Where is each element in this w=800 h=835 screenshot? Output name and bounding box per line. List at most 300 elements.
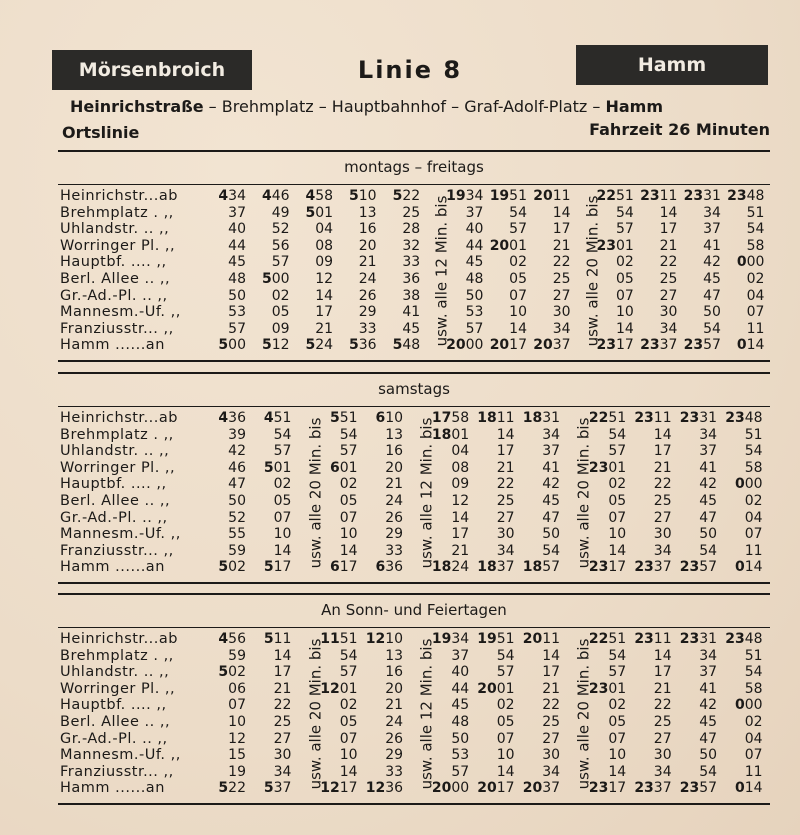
time-cell: 02 <box>509 254 527 271</box>
time-cell: 54 <box>608 426 627 443</box>
time-cell: 37 <box>699 443 718 460</box>
time-cell: 08 <box>451 459 470 476</box>
time-cell: 55 <box>228 526 246 543</box>
table-row <box>60 493 772 510</box>
minute: 14 <box>746 337 765 354</box>
time-cell: 59 <box>228 542 246 559</box>
stop-name: Brehmplatz . ,, <box>60 426 174 443</box>
time-cell: 06 <box>228 680 246 697</box>
time-cell: 22 <box>273 697 292 714</box>
hour: 23 <box>727 188 747 204</box>
time-cell: 25 <box>496 492 515 509</box>
time-cell <box>673 780 717 797</box>
time-cell: 54 <box>339 647 358 664</box>
route-stop: Hamm <box>605 97 664 116</box>
time-cell: 45 <box>228 254 246 271</box>
table-row <box>60 664 772 681</box>
minute: 36 <box>228 410 246 426</box>
time-cell <box>376 337 420 354</box>
time-cell: 57 <box>228 320 246 337</box>
minute: 14 <box>744 780 763 797</box>
time-cell: 14 <box>273 542 292 559</box>
hour: 20 <box>489 237 510 254</box>
time-cell: 21 <box>358 254 377 271</box>
time-cell: 27 <box>659 287 678 304</box>
time-cell <box>677 337 721 354</box>
time-cell: 30 <box>496 526 515 543</box>
time-cell <box>719 697 763 714</box>
minute: 48 <box>746 188 765 204</box>
time-cell: 20 <box>358 237 377 254</box>
time-cell: 51 <box>744 426 763 443</box>
time-cell: 33 <box>402 254 421 271</box>
time-cell: 02 <box>744 492 763 509</box>
time-cell: 10 <box>608 526 627 543</box>
time-cell: 07 <box>339 509 358 526</box>
time-cell: 07 <box>496 730 515 747</box>
time-cell: 33 <box>358 320 377 337</box>
time-cell: 05 <box>271 304 290 321</box>
minute: 17 <box>339 559 358 576</box>
time-cell: 14 <box>339 763 358 780</box>
minute: 37 <box>273 780 292 797</box>
table-row <box>60 254 772 271</box>
time-cell: 21 <box>451 542 470 559</box>
hour: 12 <box>320 780 340 797</box>
divider <box>58 406 770 407</box>
time-cell: 59 <box>228 647 246 664</box>
hour: 5 <box>305 204 316 221</box>
stop-name: Brehmplatz . ,, <box>60 647 174 664</box>
table-row <box>60 337 772 354</box>
time-cell <box>246 271 290 288</box>
time-cell: 37 <box>465 204 484 221</box>
time-cell: 14 <box>653 647 672 664</box>
time-cell: 04 <box>744 730 763 747</box>
divider <box>58 593 770 595</box>
minute: 51 <box>616 188 634 204</box>
time-cell <box>247 410 291 427</box>
hour: 5 <box>218 780 229 797</box>
time-cell: 57 <box>496 664 515 681</box>
minute: 22 <box>228 780 246 797</box>
time-cell: 14 <box>552 204 571 221</box>
interval-note: usw. alle 20 Min. bis <box>306 417 325 569</box>
time-cell: 42 <box>699 697 718 714</box>
time-cell: 02 <box>496 697 515 714</box>
minute: 31 <box>699 631 718 647</box>
time-cell: 17 <box>653 443 672 460</box>
time-cell: 14 <box>616 320 634 337</box>
destination-label: Hamm <box>576 45 768 85</box>
hour: 5 <box>349 337 359 354</box>
time-cell: 11 <box>746 320 765 337</box>
minute: 37 <box>552 337 571 354</box>
time-cell: 29 <box>358 304 377 321</box>
time-cell: 48 <box>228 270 246 287</box>
table-row <box>60 648 772 665</box>
time-cell: 04 <box>744 509 763 526</box>
time-cell: 10 <box>339 747 358 764</box>
time-cell: 21 <box>496 459 515 476</box>
time-cell: 42 <box>542 476 561 493</box>
stop-name: Gr.-Ad.-Pl. .. ,, <box>60 287 168 304</box>
minute: 37 <box>653 559 672 576</box>
minute: 36 <box>385 559 404 576</box>
time-cell: 14 <box>542 647 561 664</box>
time-cell: 12 <box>315 270 334 287</box>
table-row <box>60 747 772 764</box>
time-cell: 17 <box>542 664 561 681</box>
minute: 12 <box>271 337 290 354</box>
time-cell: 41 <box>703 237 721 254</box>
time-cell: 44 <box>451 680 470 697</box>
route-stop: Graf-Adolf-Platz <box>464 97 588 116</box>
time-cell: 21 <box>659 237 678 254</box>
time-cell: 14 <box>451 509 470 526</box>
hour: 5 <box>261 337 272 354</box>
time-cell: 27 <box>552 287 571 304</box>
stop-name: Hamm ......an <box>60 337 165 354</box>
time-cell: 07 <box>608 509 627 526</box>
hour: 4 <box>218 410 229 426</box>
time-cell: 02 <box>339 697 358 714</box>
time-cell: 04 <box>746 287 765 304</box>
minute: 00 <box>451 780 470 797</box>
minute: 02 <box>228 559 246 576</box>
stop-name: Berl. Allee .. ,, <box>60 713 171 730</box>
time-cell: 45 <box>402 320 421 337</box>
time-cell: 12 <box>228 730 246 747</box>
time-cell: 02 <box>744 713 763 730</box>
minute: 58 <box>315 188 334 204</box>
time-cell: 14 <box>509 320 527 337</box>
time-cell <box>471 559 515 576</box>
time-cell: 21 <box>273 680 292 697</box>
time-cell <box>246 337 290 354</box>
time-cell: 07 <box>339 730 358 747</box>
hour: 19 <box>489 188 510 204</box>
time-cell: 34 <box>699 647 718 664</box>
time-cell: 42 <box>703 254 721 271</box>
time-cell: 04 <box>315 221 334 238</box>
time-cell: 41 <box>402 304 421 321</box>
time-cell <box>719 410 763 427</box>
time-cell: 58 <box>744 459 763 476</box>
minute: 00 <box>271 270 290 287</box>
hour: 18 <box>522 410 543 426</box>
time-cell: 54 <box>746 221 765 238</box>
time-cell: 21 <box>385 697 404 714</box>
time-cell: 54 <box>339 426 358 443</box>
time-cell <box>359 410 403 427</box>
minute: 57 <box>703 337 721 354</box>
time-cell: 45 <box>699 492 718 509</box>
time-cell: 09 <box>451 476 470 493</box>
time-cell: 16 <box>385 443 404 460</box>
time-cell: 34 <box>542 763 561 780</box>
time-cell: 53 <box>451 747 470 764</box>
minute: 56 <box>228 631 246 647</box>
time-cell: 34 <box>653 542 672 559</box>
time-cell <box>359 559 403 576</box>
time-cell <box>247 780 291 797</box>
interval-note: usw. alle 12 Min. bis <box>432 195 451 347</box>
time-cell <box>202 337 246 354</box>
time-cell: 15 <box>228 747 246 764</box>
minute: 22 <box>402 188 421 204</box>
hour: 23 <box>683 337 704 354</box>
time-cell <box>359 631 403 648</box>
time-cell <box>673 559 717 576</box>
hour: 22 <box>588 631 609 647</box>
hour: 19 <box>431 631 452 647</box>
hour: 23 <box>679 410 700 426</box>
timetable-grid <box>60 188 772 354</box>
time-cell: 27 <box>542 730 561 747</box>
hour: 5 <box>263 459 274 476</box>
time-cell: 02 <box>746 270 765 287</box>
minute: 34 <box>451 631 470 647</box>
minute: 11 <box>552 188 571 204</box>
time-cell: 47 <box>542 509 561 526</box>
minute: 11 <box>653 631 672 647</box>
stop-name: Hamm ......an <box>60 559 165 576</box>
time-cell <box>720 254 764 271</box>
time-cell <box>673 631 717 648</box>
time-cell <box>483 188 527 205</box>
minute: 10 <box>358 188 377 204</box>
minute: 51 <box>273 410 292 426</box>
section-title: samstags <box>378 380 450 398</box>
time-cell <box>289 337 333 354</box>
minute: 46 <box>271 188 290 204</box>
time-cell: 24 <box>358 270 377 287</box>
time-cell <box>376 188 420 205</box>
time-cell: 34 <box>552 320 571 337</box>
divider <box>58 184 770 185</box>
time-cell: 57 <box>339 443 358 460</box>
time-cell: 33 <box>385 542 404 559</box>
time-cell: 09 <box>271 320 290 337</box>
table-row <box>60 559 772 576</box>
minute: 01 <box>451 426 470 443</box>
time-cell: 50 <box>465 287 484 304</box>
time-cell: 47 <box>703 287 721 304</box>
minute: 01 <box>608 459 627 476</box>
time-cell: 57 <box>616 221 634 238</box>
time-cell: 57 <box>271 254 290 271</box>
time-cell: 10 <box>273 526 292 543</box>
time-cell: 44 <box>465 237 484 254</box>
hour: 4 <box>305 188 316 204</box>
stop-name: Franziusstr... ,, <box>60 763 174 780</box>
hour: 19 <box>446 188 466 204</box>
time-cell: 17 <box>315 304 334 321</box>
time-cell <box>628 780 672 797</box>
hour: 5 <box>349 188 359 204</box>
time-cell <box>471 681 515 698</box>
route-stop: Heinrichstraße <box>70 97 204 116</box>
time-cell <box>483 337 527 354</box>
time-cell: 58 <box>744 680 763 697</box>
hour: 20 <box>533 337 553 354</box>
hour: 5 <box>305 337 316 354</box>
hour: 23 <box>679 780 700 797</box>
minute: 24 <box>451 559 470 576</box>
hour: 23 <box>634 780 654 797</box>
minute: 01 <box>608 680 627 697</box>
hour: 4 <box>261 188 272 204</box>
hour: 20 <box>522 631 543 647</box>
time-cell: 22 <box>653 476 672 493</box>
time-cell: 27 <box>496 509 515 526</box>
table-row <box>60 443 772 460</box>
time-cell: 57 <box>608 443 627 460</box>
divider <box>58 372 770 374</box>
time-cell: 17 <box>273 664 292 681</box>
hour: 23 <box>725 410 745 426</box>
hour: 4 <box>263 410 274 426</box>
hour: 12 <box>320 680 340 697</box>
divider <box>58 582 770 584</box>
hour: 23 <box>588 459 609 476</box>
time-cell: 37 <box>703 221 721 238</box>
route-separator: – <box>203 97 222 116</box>
time-cell: 50 <box>228 287 246 304</box>
time-cell <box>471 780 515 797</box>
stop-name: Franziusstr... ,, <box>60 320 174 337</box>
minute: 00 <box>228 337 246 354</box>
time-cell: 30 <box>653 747 672 764</box>
hour: 23 <box>588 780 609 797</box>
stop-name: Heinrichstr...ab <box>60 188 178 204</box>
time-cell: 30 <box>552 304 571 321</box>
time-cell: 54 <box>496 647 515 664</box>
time-cell: 05 <box>509 270 527 287</box>
minute: 34 <box>465 188 484 204</box>
time-cell: 05 <box>496 713 515 730</box>
time-cell: 52 <box>271 221 290 238</box>
minute: 31 <box>699 410 718 426</box>
time-cell: 54 <box>744 443 763 460</box>
hour: 19 <box>477 631 497 647</box>
hour: 22 <box>596 188 617 204</box>
time-cell: 34 <box>653 763 672 780</box>
hour: 0 <box>734 476 745 493</box>
time-cell: 37 <box>451 647 470 664</box>
minute: 01 <box>509 237 527 254</box>
time-cell: 42 <box>699 476 718 493</box>
time-cell: 44 <box>228 237 246 254</box>
time-cell: 13 <box>385 647 404 664</box>
time-cell: 02 <box>608 697 627 714</box>
time-cell <box>677 188 721 205</box>
table-row <box>60 221 772 238</box>
time-cell: 54 <box>703 320 721 337</box>
time-cell: 21 <box>385 476 404 493</box>
hour: 0 <box>734 780 745 797</box>
time-cell <box>202 559 246 576</box>
time-cell: 05 <box>339 492 358 509</box>
time-cell: 25 <box>542 713 561 730</box>
time-cell <box>720 188 764 205</box>
hour: 17 <box>431 410 452 426</box>
minute: 01 <box>339 459 358 476</box>
time-cell: 57 <box>509 221 527 238</box>
minute: 31 <box>542 410 561 426</box>
time-cell <box>633 188 677 205</box>
hour: 6 <box>375 410 386 426</box>
time-cell: 26 <box>358 287 377 304</box>
time-cell: 38 <box>402 287 421 304</box>
time-cell: 27 <box>653 730 672 747</box>
time-cell <box>289 205 333 222</box>
time-cell: 45 <box>699 713 718 730</box>
hour: 23 <box>725 631 745 647</box>
time-cell: 10 <box>616 304 634 321</box>
route-separator: – <box>313 97 332 116</box>
minute: 01 <box>339 680 358 697</box>
time-cell: 10 <box>509 304 527 321</box>
hour: 20 <box>477 780 497 797</box>
hour: 5 <box>392 337 403 354</box>
hour: 23 <box>679 559 700 576</box>
time-cell <box>628 410 672 427</box>
hour: 0 <box>736 254 747 271</box>
minute: 51 <box>608 631 627 647</box>
time-cell: 11 <box>744 763 763 780</box>
hour: 23 <box>596 337 617 354</box>
hour: 18 <box>431 426 452 443</box>
time-cell <box>289 188 333 205</box>
hour: 5 <box>263 780 274 797</box>
time-cell <box>202 410 246 427</box>
minute: 24 <box>315 337 334 354</box>
hour: 23 <box>596 237 617 254</box>
minute: 17 <box>608 780 627 797</box>
minute: 00 <box>744 697 763 714</box>
time-cell: 47 <box>699 509 718 526</box>
minute: 37 <box>542 780 561 797</box>
hour: 23 <box>640 337 660 354</box>
time-cell: 47 <box>699 730 718 747</box>
minute: 17 <box>273 559 292 576</box>
time-cell: 17 <box>552 221 571 238</box>
time-cell: 53 <box>228 304 246 321</box>
time-cell: 13 <box>385 426 404 443</box>
table-row <box>60 510 772 527</box>
time-cell: 33 <box>385 763 404 780</box>
timetable-grid <box>60 631 772 797</box>
minute: 36 <box>358 337 377 354</box>
table-row <box>60 271 772 288</box>
hour: 20 <box>533 188 553 204</box>
minute: 01 <box>616 237 634 254</box>
time-cell <box>719 559 763 576</box>
minute: 11 <box>273 631 292 647</box>
time-cell <box>516 559 560 576</box>
time-cell: 09 <box>315 254 334 271</box>
time-cell: 30 <box>542 747 561 764</box>
minute: 10 <box>385 631 404 647</box>
time-cell: 07 <box>273 509 292 526</box>
time-cell: 14 <box>496 763 515 780</box>
stop-name: Franziusstr... ,, <box>60 542 174 559</box>
time-cell: 32 <box>402 237 421 254</box>
hour: 0 <box>734 559 745 576</box>
minute: 11 <box>542 631 561 647</box>
